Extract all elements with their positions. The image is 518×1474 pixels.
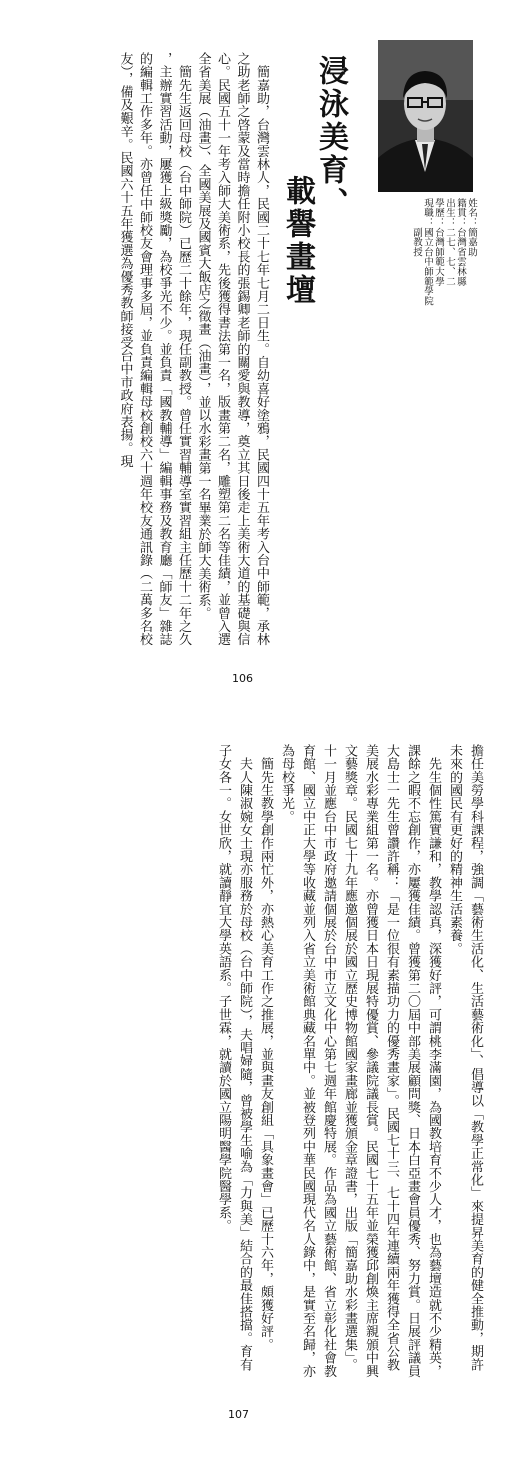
text-column: 友），備及艱辛。民國六十五年獲選為優秀教師接受台中市政府表揚。現 (117, 52, 133, 468)
page-106 (0, 0, 518, 714)
text-column: 簡嘉助，台灣雲林人，民國二十七年七月二日生。自幼喜好塗鴉，民國四十五年考入台中師範，承林 (254, 52, 269, 646)
text-column: 子女各一。女世欣，就讀靜宜大學英語系。子世霖，就讀於國立陽明醫學院醫學系。 (216, 744, 231, 1233)
text-column: 為母校爭光。 (279, 744, 294, 824)
text-column: 文藝獎章。民國七十九年應邀個展於國立歷史博物館國家畫廊並獲頒金章證書，出版「簡嘉助水彩畫選集」。 (342, 744, 357, 1372)
text-column: 簡先生返回母校（台中師院）已歷二十餘年，現任副教授。曾任實習輔導室實習組主任歷十二年之久 (176, 52, 191, 646)
text-column: 全省美展（油畫）、全國美展及國賓大飯店之徵畫（油畫），並以水彩畫第一名畢業於師大美術系。 (195, 52, 211, 620)
article-title-line-2: 載譽畫壇 (280, 175, 315, 307)
profile-line-name: 姓名：簡嘉助 (466, 198, 477, 257)
profile-line-position: 現職：國立台中師範學院 (422, 198, 433, 306)
portrait-photo (378, 40, 473, 192)
profile-line-origin: 籍貫：台灣省雲林縣 (455, 198, 466, 287)
page-number: 107 (228, 1408, 249, 1421)
text-column: 美展水彩專業組第一名。亦曾獲日本日現展特優賞、參議院議長賞。民國七十五年並榮獲邱創煥主席親頒中興 (363, 744, 378, 1378)
page-107 (0, 714, 518, 1474)
text-column: 課餘之暇不忘創作，亦屢獲佳績。曾獲第二〇屆中部美展顧問獎、日本白亞畫會員優秀、努力賞。日展評議員 (405, 744, 420, 1378)
text-column: 之助老師之啓蒙及當時擔任附小校長的張錫卿老師的關愛與教導，奠立其日後走上美術大道的基礎與信 (234, 52, 250, 646)
text-column: 大島士一先生曾讚許稱：「是一位很有素描功力的優秀畫家」。民國七十三、七十四年連續兩年獲得全省公教 (384, 744, 399, 1372)
text-column: 育館、國立中正大學等收藏並列入省立美術館典藏名單中。並被登列中華民國現代名人錄中，是實至名歸，亦 (300, 744, 315, 1378)
text-column: 擔任美勞學科課程，強調「藝術生活化、生活藝術化」、倡導以「教學正常化」來提昇美育的健全推動，期許 (468, 744, 483, 1372)
page-number: 106 (232, 672, 253, 685)
text-column: 簡先生教學創作兩忙外，亦熱心美育工作之推展，並與畫友創組「具象畫會」已歷十六年，頗獲好評。 (258, 744, 273, 1352)
text-column: 先生個性篤實謙和，教學認真，深獲好評，可謂桃李滿園，為國教培育不少人才，也為藝壇造就不少精英， (426, 744, 441, 1378)
article-title-line-1: 浸泳美育、 (313, 55, 348, 220)
profile-line-education: 學歷：台灣師範大學 (433, 198, 444, 287)
profile-line-birth: 出生：二七、七、二 (444, 198, 455, 287)
profile-line-position-title: 副教授 (411, 198, 422, 257)
text-column: 心。民國五十一年考入師大美術系，先後獲得書法第一名，版畫第二名，雕塑第二名等佳績，並曾入選 (215, 52, 230, 646)
text-column: ，主辦實習活動，屢獲上級獎勵，為校爭光不少。並負責「國教輔導」編輯事務及教育廳「師友」雜誌 (156, 52, 172, 646)
text-column: 的編輯工作多年。亦曾任中師校友會理事多屆，並負責編輯母校創校六十週年校友通訊錄（二萬多名校 (137, 52, 152, 646)
text-column: 未來的國民有更好的精神生活素養。 (447, 744, 462, 956)
text-column: 十一月並應台中市政府邀請個展於台中市立文化中心第七週年館慶特展。作品為國立藝術館、省立彰化社會教 (321, 744, 336, 1378)
text-column: 夫人陳淑婉女士現亦服務於母校（台中師院），夫唱婦隨，曾被學生喻為「力與美」結合的最佳搭擋。育有 (237, 744, 252, 1372)
